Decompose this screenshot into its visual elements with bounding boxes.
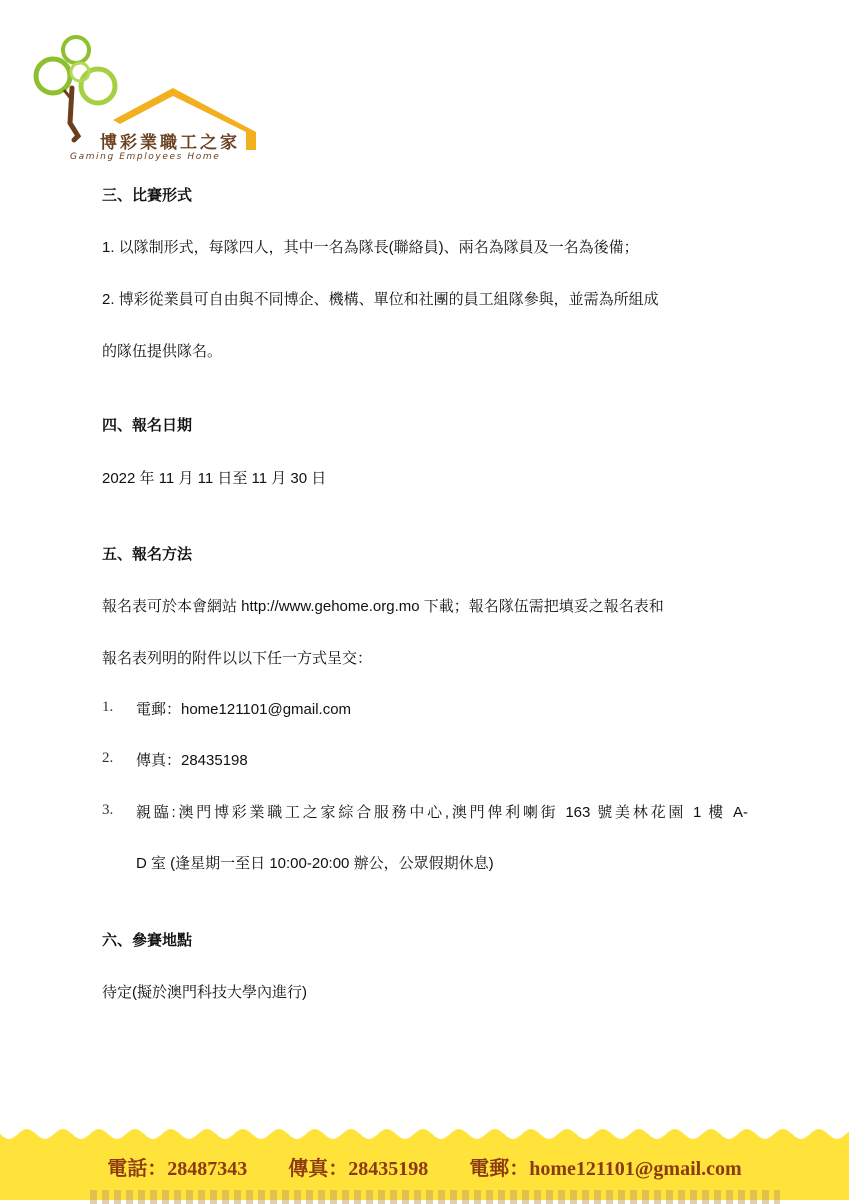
section3-heading: 三、比賽形式 — [102, 187, 193, 204]
logo-name-en: Gaming Employees Home — [70, 152, 221, 162]
footer-subtext-decoration — [90, 1190, 780, 1204]
section3-item2-line1: 2. 博彩從業員可自由與不同博企、機構、單位和社團的員工組隊參與，並需為所組成 — [102, 291, 659, 308]
method-3-number: 3. — [102, 802, 114, 818]
section5-heading: 五、報名方法 — [102, 546, 193, 563]
section5-intro-line2: 報名表列明的附件以以下任一方式呈交： — [102, 650, 373, 667]
footer-email: 電郵：home121101@gmail.com — [469, 1158, 742, 1180]
footer-phone: 電話：28487343 — [107, 1158, 248, 1180]
section4-date: 2022 年 11 月 11 日至 11 月 30 日 — [102, 470, 327, 487]
section3-item1: 1. 以隊制形式，每隊四人，其中一名為隊長(聯絡員)、兩名為隊員及一名為後備； — [102, 239, 639, 256]
logo-name-cn: 博彩業職工之家 — [100, 133, 240, 153]
method-3-text: 親臨:澳門博彩業職工之家綜合服務中心,澳門俾利喇街 163 號美林花園 1 樓 A- — [136, 804, 748, 821]
logo — [28, 28, 268, 168]
section6-location: 待定(擬於澳門科技大學內進行) — [102, 984, 307, 1001]
section5-intro-line1: 報名表可於本會網站 http://www.gehome.org.mo 下載；報名隊伍需把填妥之報名表和 — [102, 598, 664, 615]
method-3-text-line2: D 室 (逢星期一至日 10:00-20:00 辦公，公眾假期休息) — [136, 855, 494, 872]
footer-fax: 傳真：28435198 — [288, 1158, 429, 1180]
footer-contact — [0, 1152, 849, 1181]
section6-heading: 六、參賽地點 — [102, 932, 193, 949]
method-1-number: 1. — [102, 699, 114, 715]
method-2-number: 2. — [102, 750, 114, 766]
section4-heading: 四、報名日期 — [102, 417, 193, 434]
section3-item2-line2: 的隊伍提供隊名。 — [102, 343, 223, 360]
method-1-text: 電郵：home121101@gmail.com — [136, 701, 352, 718]
method-2-text: 傳真：28435198 — [136, 752, 248, 769]
footer-banner — [0, 1122, 849, 1200]
